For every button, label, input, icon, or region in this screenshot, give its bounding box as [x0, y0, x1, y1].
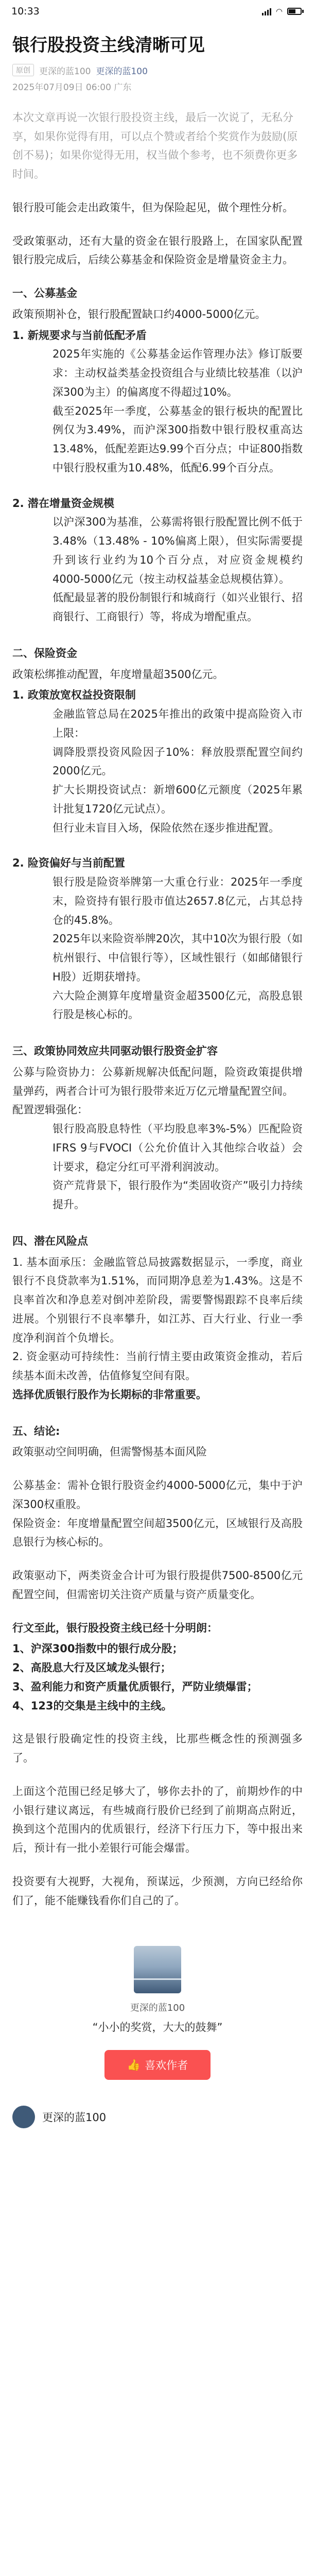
subsection-heading: 2. 险资偏好与当前配置: [12, 857, 125, 870]
paragraph: 受政策驱动，还有大量的资金在银行股路上，在国家队配置银行股完成后，后续公募基金和保险资金是增量资金主力。: [12, 234, 303, 266]
paragraph: 保险资金：年度增量配置空间超3500亿元，区域银行及高股息银行为核心标的。: [12, 1517, 303, 1549]
author-cover-image: [134, 1946, 181, 1993]
list-item: 调降股票投资风险因子10%：释放股票配置空间约2000亿元。: [52, 745, 303, 777]
battery-icon: [287, 8, 304, 15]
section-lead: 政策松绑推动配置，年度增量超3500亿元。: [12, 668, 224, 681]
author-name: 更深的蓝100: [39, 66, 91, 77]
account-link[interactable]: 更深的蓝100: [96, 66, 148, 77]
intro-paragraph: 本次文章再说一次银行股投资主线，最后一次说了，无私分享，如果你觉得有用，可以点个赞或者给个奖赏作为鼓励(原创不易)；如果你觉得无用，权当做个参考，也不须费你更多时间。: [12, 111, 298, 181]
emphasis-paragraph: 选择优质银行股作为长期标的非常重要。: [12, 1388, 207, 1401]
article-title: 银行股投资主线清晰可见: [12, 35, 205, 56]
section-heading: 四、潜在风险点: [12, 1234, 88, 1247]
paragraph: 投资要有大视野，大视角，预谋远，少预测，方向已经给你们了，能不能赚钱看你们自己的了。: [12, 1875, 303, 1907]
publish-date: 2025年07月09日 06:00 广东: [12, 82, 132, 93]
list-item: 截至2025年一季度，公募基金的银行板块的配置比例仅为3.49%，而沪深300指数中银行股权重高达13.48%，低配差距达9.99个百分点；中证800指数中银行股权重为10.48%，低配6.99个百分点。: [52, 404, 303, 474]
mainline-item: 2、高股息大行及区域龙头银行；: [12, 1662, 171, 1674]
list-item: 但行业未盲目入场，保险依然在逐步推进配置。: [52, 821, 279, 834]
paragraph: 上面这个范围已经足够大了，够你去扑的了，前期炒作的中小银行建议离远，有些城商行股价已经到了前期高点附近，换到这个范围内的优质银行，经济下行压力下，等中报出来后，预计有一批小差银行可能会爆雷。: [12, 1785, 303, 1855]
list-item: 2025年以来险资举牌20次，其中10次为银行股（如杭州银行、中信银行等），区域性银行（如邮储银行H股）近期获增持。: [52, 933, 303, 983]
paragraph: 公募基金：需补仓银行股资金约4000-5000亿元，集中于沪深300权重股。: [12, 1479, 303, 1511]
paragraph: 政策驱动空间明确，但需警惕基本面风险: [12, 1446, 207, 1459]
signal-icon: [262, 7, 271, 15]
list-item: 六大险企测算年度增量资金超3500亿元，高股息银行股是核心标的。: [52, 989, 303, 1021]
status-time: 10:33: [11, 6, 40, 17]
status-bar: [0, 0, 315, 23]
article-meta: [12, 64, 303, 77]
paragraph: 2. 资金驱动可持续性：当前行情主要由政策资金推动，若后续基本面未改善，估值修复空间有限。: [12, 1350, 303, 1382]
footer-account-name: 更深的蓝100: [42, 2111, 107, 2124]
list-item: 扩大长期投资试点：新增600亿元额度（2025年累计批复1720亿元试点）。: [52, 784, 303, 815]
like-author-label: 喜欢作者: [145, 2059, 188, 2072]
status-icons: [262, 7, 304, 16]
list-item: 资产荒背景下，银行股作为“类固收资产”吸引力持续提升。: [52, 1179, 303, 1211]
mainline-item: 4、123的交集是主线中的主线。: [12, 1699, 172, 1712]
list-item: 金融监管总局在2025年推出的政策中提高险资入市上限：: [52, 708, 303, 739]
paragraph: 这是银行股确定性的投资主线，比那些概念性的预测强多了。: [12, 1733, 303, 1765]
subsection-heading: 1. 新规要求与当前低配矛盾: [12, 329, 147, 342]
section-heading: 一、公募基金: [12, 287, 77, 300]
paragraph: 公募与险资协力：公募新规解决低配问题，险资政策提供增量弹药，两者合计可为银行股带来近万亿元增量配置空间。: [12, 1065, 303, 1097]
paragraph: 配置逻辑强化：: [12, 1104, 88, 1116]
avatar: [12, 2106, 35, 2128]
article: [0, 34, 315, 2080]
subsection-heading: 1. 政策放宽权益投资限制: [12, 689, 136, 702]
list-item: 以沪深300为基准，公募需将银行股配置比例不低于3.48%（13.48% - 10%偏离上限），但实际需要提升到该行业约为10个百分点，对应资金规模约4000-5000亿元（按主动权益基金总规模估算）。: [52, 516, 303, 585]
original-tag: 原创: [12, 64, 34, 76]
section-lead: 政策预期补仓，银行股配置缺口约4000-5000亿元。: [12, 308, 266, 320]
paragraph: 银行股可能会走出政策牛，但为保险起见，做个理性分析。: [12, 201, 293, 214]
section-heading: 三、政策协同效应共同驱动银行股资金扩容: [12, 1045, 218, 1058]
wifi-icon: ◠: [275, 7, 283, 16]
list-item: 低配最显著的股份制银行和城商行（如兴业银行、招商银行、工商银行）等，将成为增配重点。: [52, 591, 303, 623]
mainline-heading: 行文至此，银行股投资主线已经十分明朗：: [12, 1621, 218, 1634]
list-item: 2025年实施的《公募基金运作管理办法》修订版要求：主动权益类基金投资组合与业绩比较基准（以沪深300为主）的偏离度不得超过10%。: [52, 348, 303, 398]
reward-author-name: 更深的蓝100: [130, 2003, 185, 2014]
subsection-heading: 2. 潜在增量资金规模: [12, 497, 114, 510]
thumbs-up-icon: 👍: [127, 2058, 141, 2071]
account-footer[interactable]: [0, 2100, 315, 2137]
section-heading: 二、保险资金: [12, 647, 77, 659]
list-item: 银行股高股息特性（平均股息率3%-5%）匹配险资IFRS 9与FVOCI（公允价值计入其他综合收益）会计要求，稳定分红可平滑利润波动。: [52, 1123, 303, 1173]
section-heading: 五、结论:: [12, 1425, 60, 1437]
paragraph: 1. 基本面承压：金融监管总局披露数据显示，一季度，商业银行不良贷款率为1.51%，而同期净息差为1.43%。这是不良率首次和净息差对倒冲差阶段，需要警惕跟踪不良率后续进展。个别银行不良率攀升，如江苏、百大行业、行业一季度净利润首个负增长。: [12, 1256, 303, 1344]
mainline-item: 3、盈利能力和资产质量优质银行，严防业绩爆雷；: [12, 1680, 258, 1693]
like-author-button[interactable]: [104, 2050, 211, 2080]
paragraph: 政策驱动下，两类资金合计可为银行股提供7500-8500亿元配置空间，但需密切关注资产质量与资产质量变化。: [12, 1569, 303, 1601]
reward-slogan: “小小的奖赏，大大的鼓舞”: [92, 2021, 223, 2034]
reward-section: [12, 1946, 303, 2080]
mainline-item: 1、沪深300指数中的银行成分股；: [12, 1642, 183, 1655]
list-item: 银行股是险资举牌第一大重仓行业：2025年一季度末，险资持有银行股市值达2657.8亿元，占其总持仓的45.8%。: [52, 876, 303, 926]
